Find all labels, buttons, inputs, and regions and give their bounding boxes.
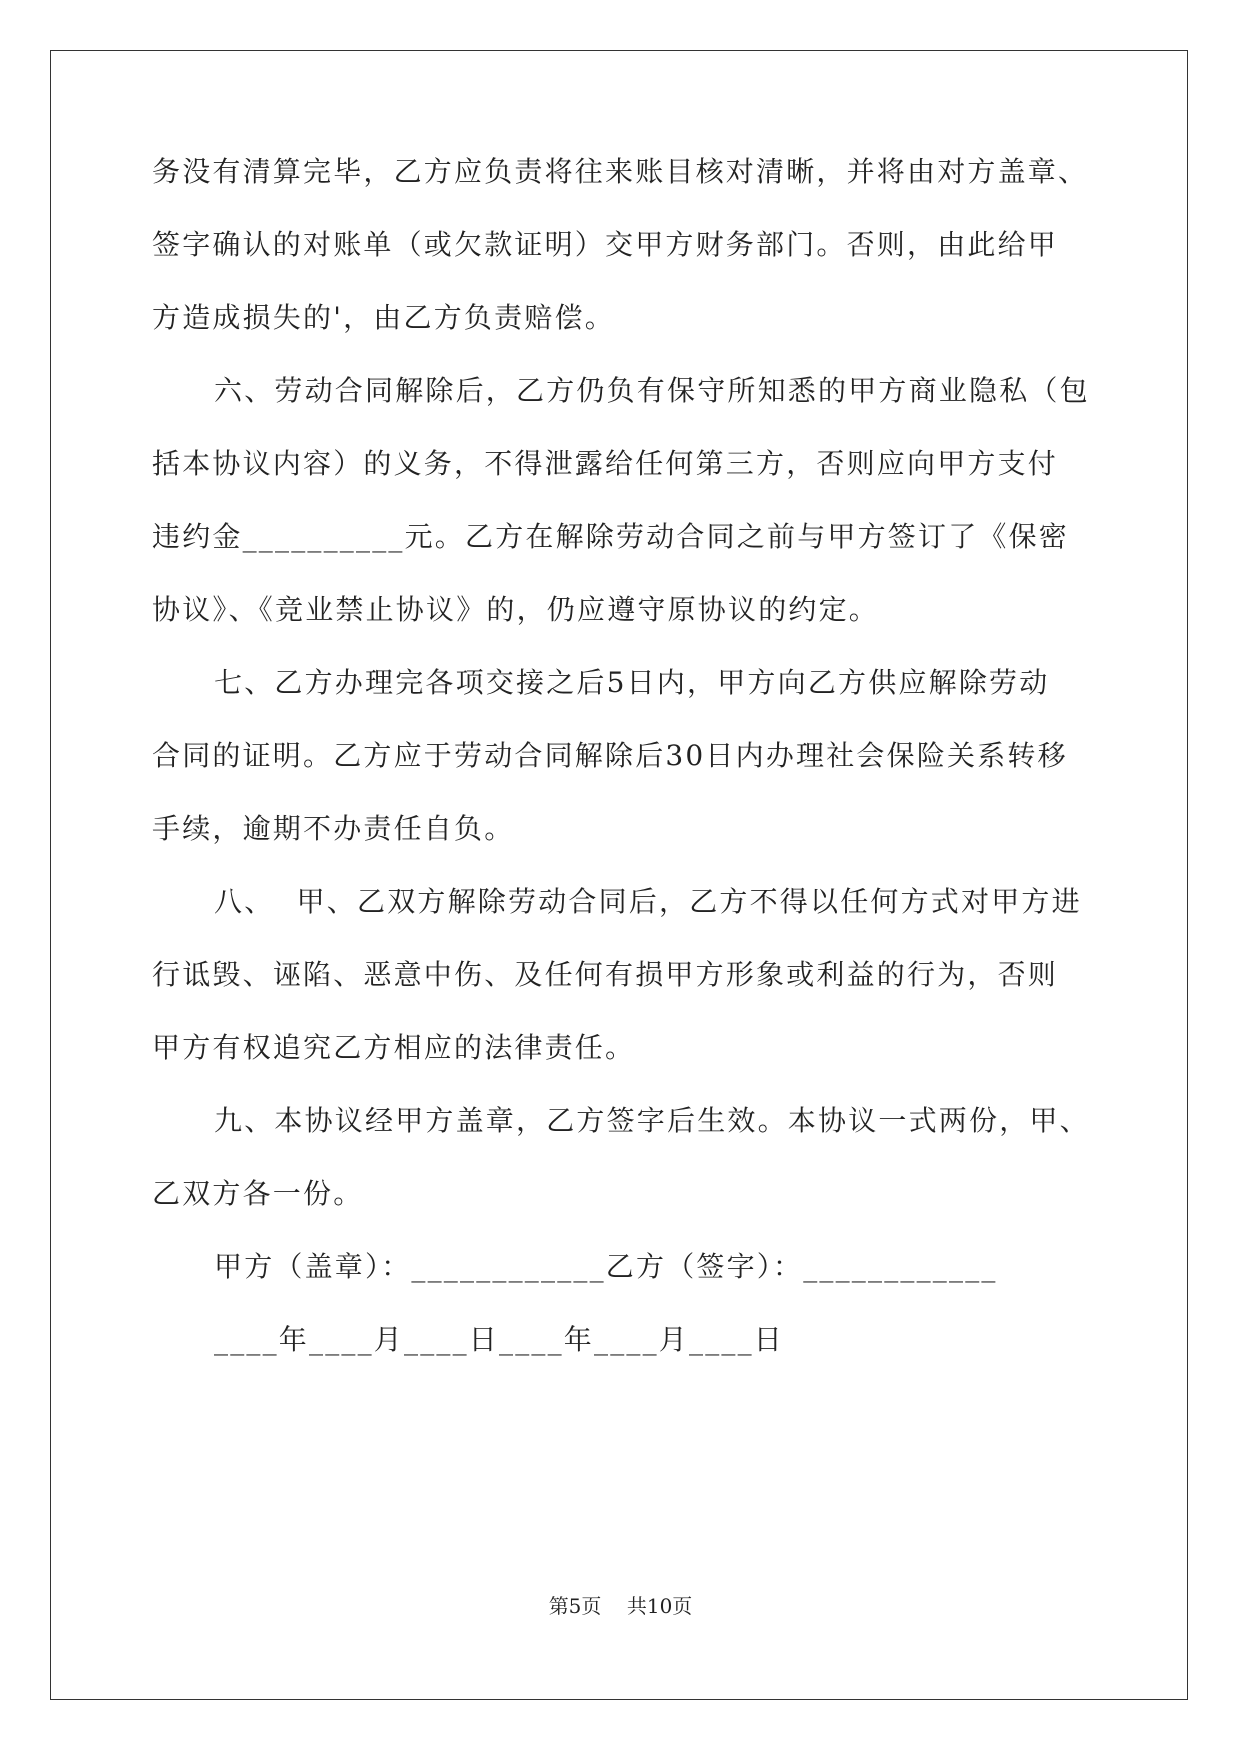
body-line-9: 合同的证明。乙方应于劳动合同解除后30日内办理社会保险关系转移: [152, 739, 1068, 772]
body-line-13: 甲方有权追究乙方相应的法律责任。: [152, 1031, 636, 1064]
page-border: [50, 50, 1188, 1700]
body-line-6: 违约金__________元。乙方在解除劳动合同之前与甲方签订了《保密: [152, 520, 1070, 553]
body-line-11: 八、 甲、乙双方解除劳动合同后，乙方不得以任何方式对甲方进: [214, 885, 1082, 918]
body-line-3: 方造成损失的'，由乙方负责赔偿。: [152, 301, 615, 334]
body-line-2: 签字确认的对账单（或欠款证明）交甲方财务部门。否则，由此给甲: [152, 228, 1059, 261]
signature-line: 甲方（盖章）：____________乙方（签字）：____________: [214, 1250, 998, 1283]
body-line-5: 括本协议内容）的义务，不得泄露给任何第三方，否则应向甲方支付: [152, 447, 1059, 480]
date-line: ____年____月____日____年____月____日: [214, 1323, 785, 1356]
body-line-4: 六、劳动合同解除后，乙方仍负有保守所知悉的甲方商业隐私（包: [214, 374, 1090, 407]
body-line-10: 手续，逾期不办责任自负。: [152, 812, 515, 845]
body-line-12: 行诋毁、诬陷、恶意中伤、及任何有损甲方形象或利益的行为，否则: [152, 958, 1059, 991]
page-number-footer: 第5页 共10页: [548, 1594, 693, 1618]
body-line-7: 协议》、《竞业禁止协议》的，仍应遵守原协议的约定。: [152, 593, 880, 626]
body-line-8: 七、乙方办理完各项交接之后5日内，甲方向乙方供应解除劳动: [214, 666, 1050, 699]
body-line-1: 务没有清算完毕，乙方应负责将往来账目核对清晰，并将由对方盖章、: [152, 155, 1089, 188]
body-line-15: 乙双方各一份。: [152, 1177, 364, 1210]
body-line-14: 九、本协议经甲方盖章，乙方签字后生效。本协议一式两份，甲、: [214, 1104, 1090, 1137]
